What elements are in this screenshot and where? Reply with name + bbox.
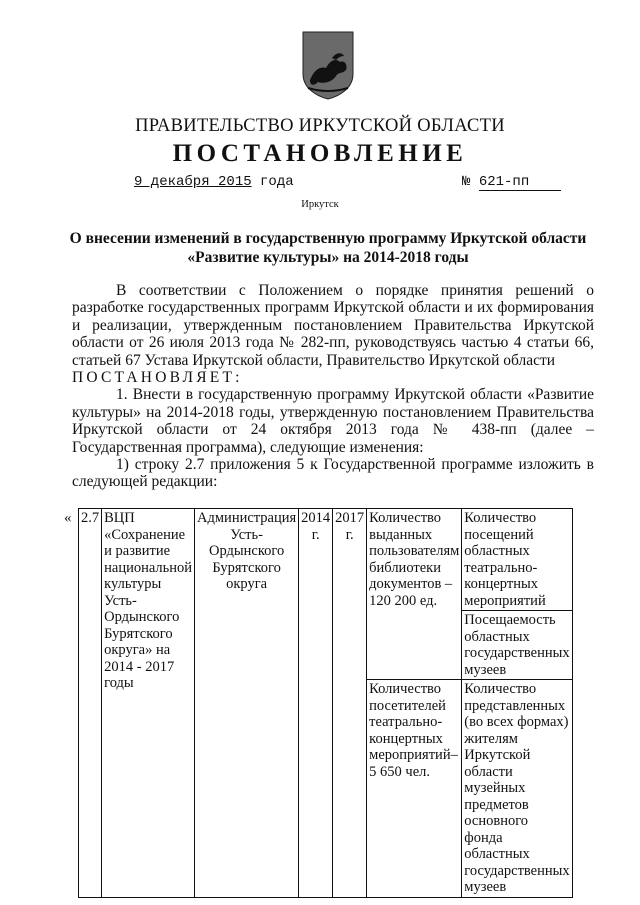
cell-result-2: Посещаемость областных государственных музеев <box>462 611 572 680</box>
government-name: ПРАВИТЕЛЬСТВО ИРКУТСКОЙ ОБЛАСТИ <box>135 116 505 136</box>
title-line-2: «Развитие культуры» на 2014-2018 годы <box>187 249 469 266</box>
cell-program-name: ВЦП «Сохранение и развитие национальной культуры Усть-Ордынского Бурятского округа» на 2014 - 2017 годы <box>102 509 195 898</box>
cell-row-number: 2.7 <box>79 509 102 898</box>
number-prefix: № <box>462 174 471 190</box>
decree-number <box>462 174 561 191</box>
title-line-1: О внесении изменений в государственную программу Иркутской области <box>69 230 587 247</box>
number-value: 621-пп <box>478 174 530 190</box>
document-title <box>40 229 616 267</box>
cell-indicator-2: Количество посетителей театрально-концертных мероприятий– 5 650 чел. <box>367 680 462 898</box>
date-suffix: года <box>260 174 294 190</box>
document-type: ПОСТАНОВЛЕНИЕ <box>172 140 468 167</box>
cell-result-1: Количество посещений областных театрально-концертных мероприятий <box>462 509 572 611</box>
paragraph-subitem-1: 1) строку 2.7 приложения 5 к Государственной программе изложить в следующей редакции: <box>72 456 594 491</box>
cell-year-end: 2017 г. <box>333 509 367 898</box>
paragraph-resolves: ПОСТАНОВЛЯЕТ: <box>72 369 243 387</box>
document-body <box>72 282 594 491</box>
cell-executor: Администрация Усть-Ордынского Бурятского округа <box>195 509 299 898</box>
table-row <box>79 509 573 611</box>
cell-year-start: 2014 г. <box>299 509 333 898</box>
cell-result-3: Количество представленных (во всех формах) жителям Иркутской области музейных предметов основного фонда областных государственных музеев <box>462 680 572 898</box>
paragraph-item-1: 1. Внести в государственную программу Иркутской области «Развитие культуры» на 2014-2018 годы, утвержденную постановлением Правительства Иркутской области от 24 октября 2013 года № 438-пп (далее – Государственная программа), следующие изменения: <box>72 386 594 456</box>
paragraph-preamble: В соответствии с Положением о порядке принятия решений о разработке государственных программ Иркутской области и их формирования и реализации, утвержденным постановлением Правительства Иркутской области от 26 июля 2013 года № 282-пп, руководствуясь частью 4 статьи 66, статьей 67 Устава Иркутской области, Правительство Иркутской области <box>72 282 594 369</box>
city: Иркутск <box>301 199 339 210</box>
open-quote: « <box>64 510 72 526</box>
decree-date <box>134 174 294 190</box>
program-table <box>78 508 573 898</box>
coat-of-arms-icon <box>302 30 354 100</box>
date-value: 9 декабря 2015 <box>134 174 252 190</box>
cell-indicator-1: Количество выданных пользователям библиотеки документов – 120 200 ед. <box>367 509 462 680</box>
